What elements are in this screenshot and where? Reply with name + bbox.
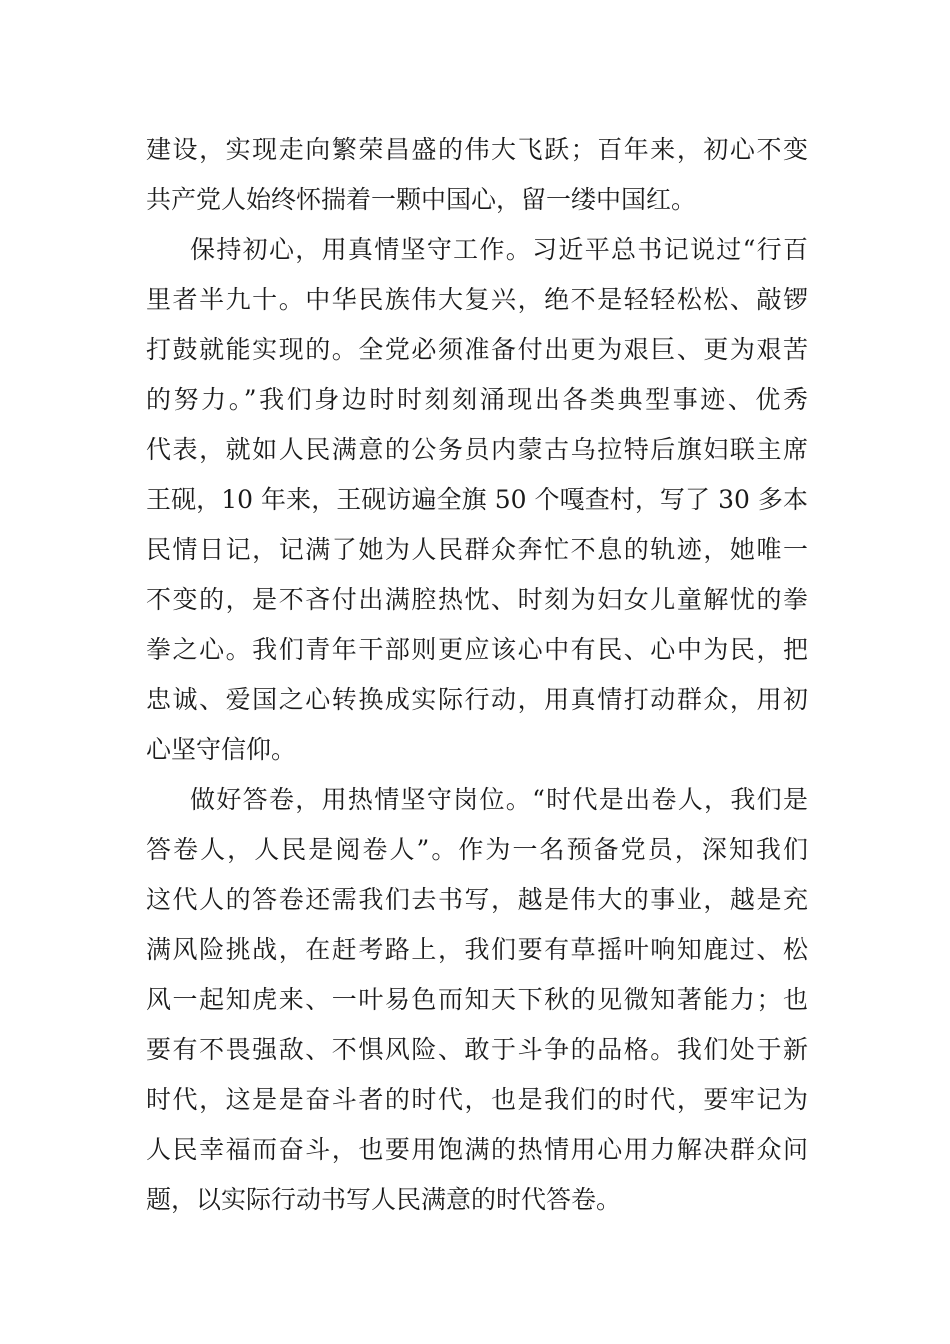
text-line: 的努力。”我们身边时时刻刻涌现出各类典型事迹、优秀	[146, 385, 808, 414]
text-line: 共产党人始终怀揣着一颗中国心，留一缕中国红。	[146, 185, 697, 214]
text-line: 这代人的答卷还需我们去书写，越是伟大的事业，越是充	[146, 885, 808, 914]
text-line: 人民幸福而奋斗，也要用饱满的热情用心用力解决群众问	[146, 1135, 808, 1164]
text-line: 里者半九十。中华民族伟大复兴，绝不是轻轻松松、敲锣	[146, 285, 808, 314]
paragraph-3	[146, 775, 808, 1225]
text-line: 忠诚、爱国之心转换成实际行动，用真情打动群众，用初	[146, 685, 808, 714]
body-text	[146, 125, 808, 1225]
paragraph-2	[146, 225, 808, 775]
text-line: 心坚守信仰。	[146, 735, 297, 764]
text-line: 题，以实际行动书写人民满意的时代答卷。	[146, 1185, 622, 1214]
text-line: 拳之心。我们青年干部则更应该心中有民、心中为民，把	[146, 635, 808, 664]
text-line: 打鼓就能实现的。全党必须准备付出更为艰巨、更为艰苦	[146, 335, 808, 364]
text-line: 要有不畏强敌、不惧风险、敢于斗争的品格。我们处于新	[146, 1035, 808, 1064]
text-line: 时代，这是是奋斗者的时代，也是我们的时代，要牢记为	[146, 1085, 808, 1114]
text-line: 保持初心，用真情坚守工作。习近平总书记说过“行百	[190, 235, 808, 264]
text-line: 代表，就如人民满意的公务员内蒙古乌拉特后旗妇联主席	[146, 435, 808, 464]
text-line: 民情日记，记满了她为人民群众奔忙不息的轨迹，她唯一	[146, 535, 808, 564]
text-line: 不变的，是不吝付出满腔热忱、时刻为妇女儿童解忧的拳	[146, 585, 808, 614]
text-line: 做好答卷，用热情坚守岗位。“时代是出卷人，我们是	[190, 785, 808, 814]
text-line: 答卷人，人民是阅卷人”。作为一名预备党员，深知我们	[146, 835, 808, 864]
text-line: 建设，实现走向繁荣昌盛的伟大飞跃；百年来，初心不变	[146, 135, 808, 164]
text-line: 满风险挑战，在赶考路上，我们要有草摇叶响知鹿过、松	[146, 935, 808, 964]
paragraph-1	[146, 125, 808, 225]
text-line: 王砚，10 年来，王砚访遍全旗 50 个嘎查村，写了 30 多本	[146, 485, 808, 514]
text-line: 风一起知虎来、一叶易色而知天下秋的见微知著能力；也	[146, 985, 808, 1014]
